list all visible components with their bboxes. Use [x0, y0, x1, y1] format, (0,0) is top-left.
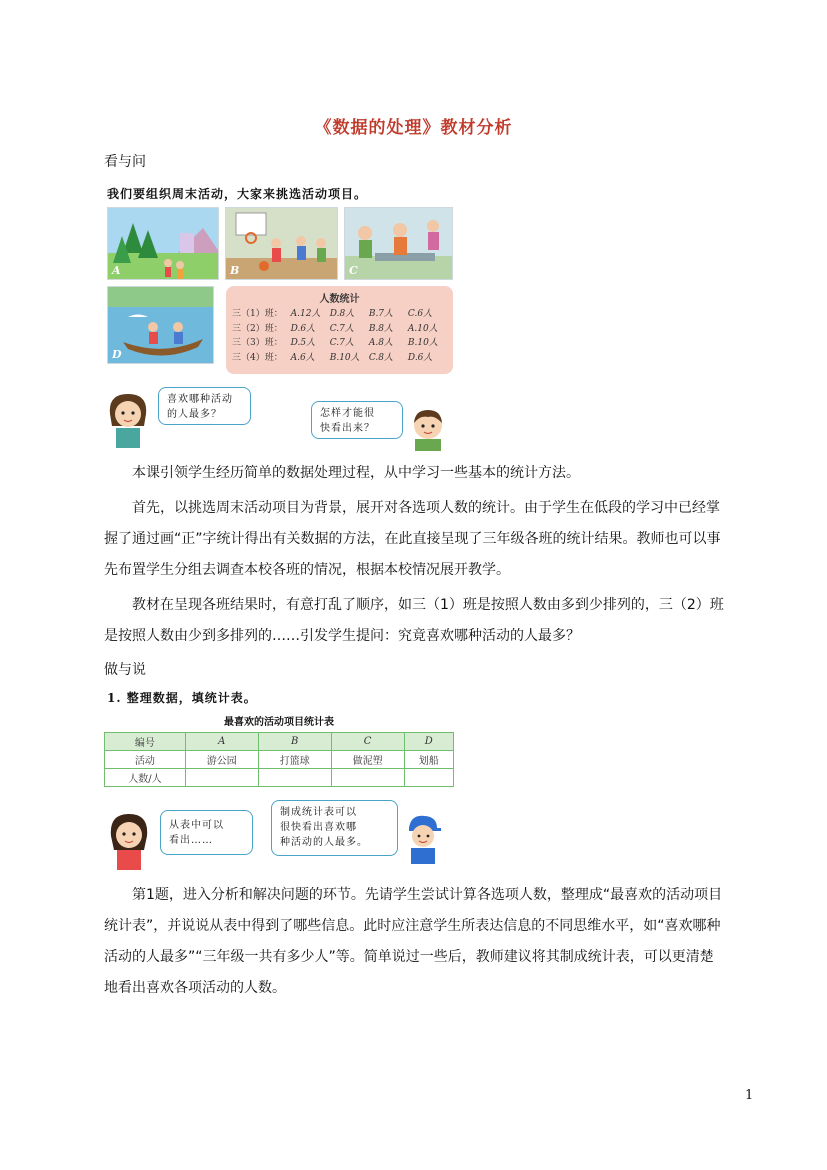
table-cell [258, 769, 331, 787]
speech-bubble-boy [271, 800, 398, 856]
figure-caption: 我们要组织周末活动，大家来挑选活动项目。 [107, 187, 368, 201]
stats-value: B.8人 [368, 323, 394, 334]
panel-label: D [112, 348, 122, 361]
bubble-line: 的人最多？ [167, 409, 222, 420]
bubble-line: 怎样才能很 [320, 408, 375, 419]
stats-class: 三（4）班： [232, 352, 283, 363]
table-row [105, 751, 454, 769]
stats-row [232, 336, 447, 351]
bubble-line: 看出…… [169, 835, 213, 846]
panel-label: C [349, 264, 358, 277]
page-number: 1 [745, 1088, 754, 1103]
speech-bubble-girl [158, 387, 251, 425]
bubble-line: 从表中可以 [169, 820, 224, 831]
stats-class: 三（2）班： [232, 323, 283, 334]
stats-title: 人数统计 [319, 294, 360, 305]
table-cell: 人数/人 [105, 769, 186, 787]
table-cell [331, 769, 404, 787]
boy-character-image [405, 405, 451, 451]
stats-box [226, 286, 453, 374]
stats-row [232, 322, 447, 337]
bubble-line: 喜欢哪种活动 [167, 394, 233, 405]
table-cell: 做泥塑 [331, 751, 404, 769]
paragraph: 教材在呈现各班结果时，有意打乱了顺序，如三（1）班是按照人数由多到少排列的，三（2）班是按照人数由少到多排列的……引发学生提问：究竟喜欢哪种活动的人最多？ [104, 597, 724, 644]
boy-character-image [403, 812, 443, 864]
stats-value: A.12人 [290, 309, 321, 319]
table-cell: C [331, 733, 404, 751]
bubble-line: 快看出来？ [320, 423, 375, 434]
panel-park-image [107, 207, 219, 280]
girl-character-image [106, 810, 152, 870]
panel-boating-image [107, 286, 214, 364]
stats-value: B.10人 [407, 338, 438, 348]
stats-row [232, 307, 447, 322]
table-cell: A [185, 733, 258, 751]
stats-value: C.8人 [368, 352, 393, 363]
table-cell: 打篮球 [258, 751, 331, 769]
section-heading-look-ask: 看与问 [104, 154, 146, 170]
stats-class: 三（3）班： [232, 338, 283, 348]
panel-label: A [112, 264, 121, 277]
section-heading-do-say: 做与说 [104, 662, 146, 678]
stats-value: A.8人 [368, 338, 393, 348]
bubble-line: 很快看出喜欢哪 [280, 822, 357, 833]
stats-value: A.6人 [290, 352, 315, 363]
stats-value: B.10人 [329, 352, 360, 363]
stats-value: D.6人 [290, 323, 316, 334]
table-cell: 划船 [404, 751, 453, 769]
girl-character-image [104, 390, 152, 448]
stats-value: D.5人 [290, 338, 316, 348]
table-cell: B [258, 733, 331, 751]
panel-basketball-image [225, 207, 338, 280]
table-cell: 游公园 [185, 751, 258, 769]
panel-clay-image [344, 207, 453, 280]
stats-value: D.6人 [407, 352, 433, 363]
table-row [105, 769, 454, 787]
stats-value: D.8人 [329, 309, 355, 319]
page-title: 《数据的处理》教材分析 [314, 118, 513, 138]
paragraph: 本课引领学生经历简单的数据处理过程，从中学习一些基本的统计方法。 [132, 465, 580, 481]
table-cell: 活动 [105, 751, 186, 769]
table-row [105, 733, 454, 751]
table-title: 最喜欢的活动项目统计表 [224, 717, 334, 728]
panel-label: B [230, 264, 240, 277]
stats-class: 三（1）班： [232, 309, 283, 319]
speech-bubble-girl [160, 810, 253, 855]
table-cell: D [404, 733, 453, 751]
task-text: 1. 整理数据，填统计表。 [107, 691, 257, 705]
stats-row [232, 351, 447, 366]
table-cell: 编号 [105, 733, 186, 751]
paragraph: 首先，以挑选周末活动项目为背景，展开对各选项人数的统计。由于学生在低段的学习中已经掌握了通过画“正”字统计得出有关数据的方法，在此直接呈现了三年级各班的统计结果。教师也可以事先布置学生分组去调查本校各班的情况，根据本校情况展开教学。 [104, 500, 721, 578]
speech-bubble-boy [311, 401, 403, 439]
stats-value: C.6人 [407, 309, 433, 319]
stats-value: A.10人 [407, 323, 438, 334]
paragraph: 第1题，进入分析和解决问题的环节。先请学生尝试计算各选项人数，整理成“最喜欢的活动项目统计表”，并说说从表中得到了哪些信息。此时应注意学生所表达信息的不同思维水平，如“喜欢哪种活动的人最多”“三年级一共有多少人”等。简单说过一些后，教师建议将其制成统计表，可以更清楚地看出喜欢各项活动的人数。 [104, 887, 723, 996]
activity-stat-table [104, 732, 454, 787]
stats-value: C.7人 [329, 323, 354, 334]
bubble-line: 制成统计表可以 [280, 807, 357, 818]
stats-value: B.7人 [368, 309, 394, 319]
stats-value: C.7人 [329, 338, 354, 348]
table-cell [404, 769, 453, 787]
bubble-line: 种活动的人最多。 [280, 837, 368, 848]
table-cell [185, 769, 258, 787]
